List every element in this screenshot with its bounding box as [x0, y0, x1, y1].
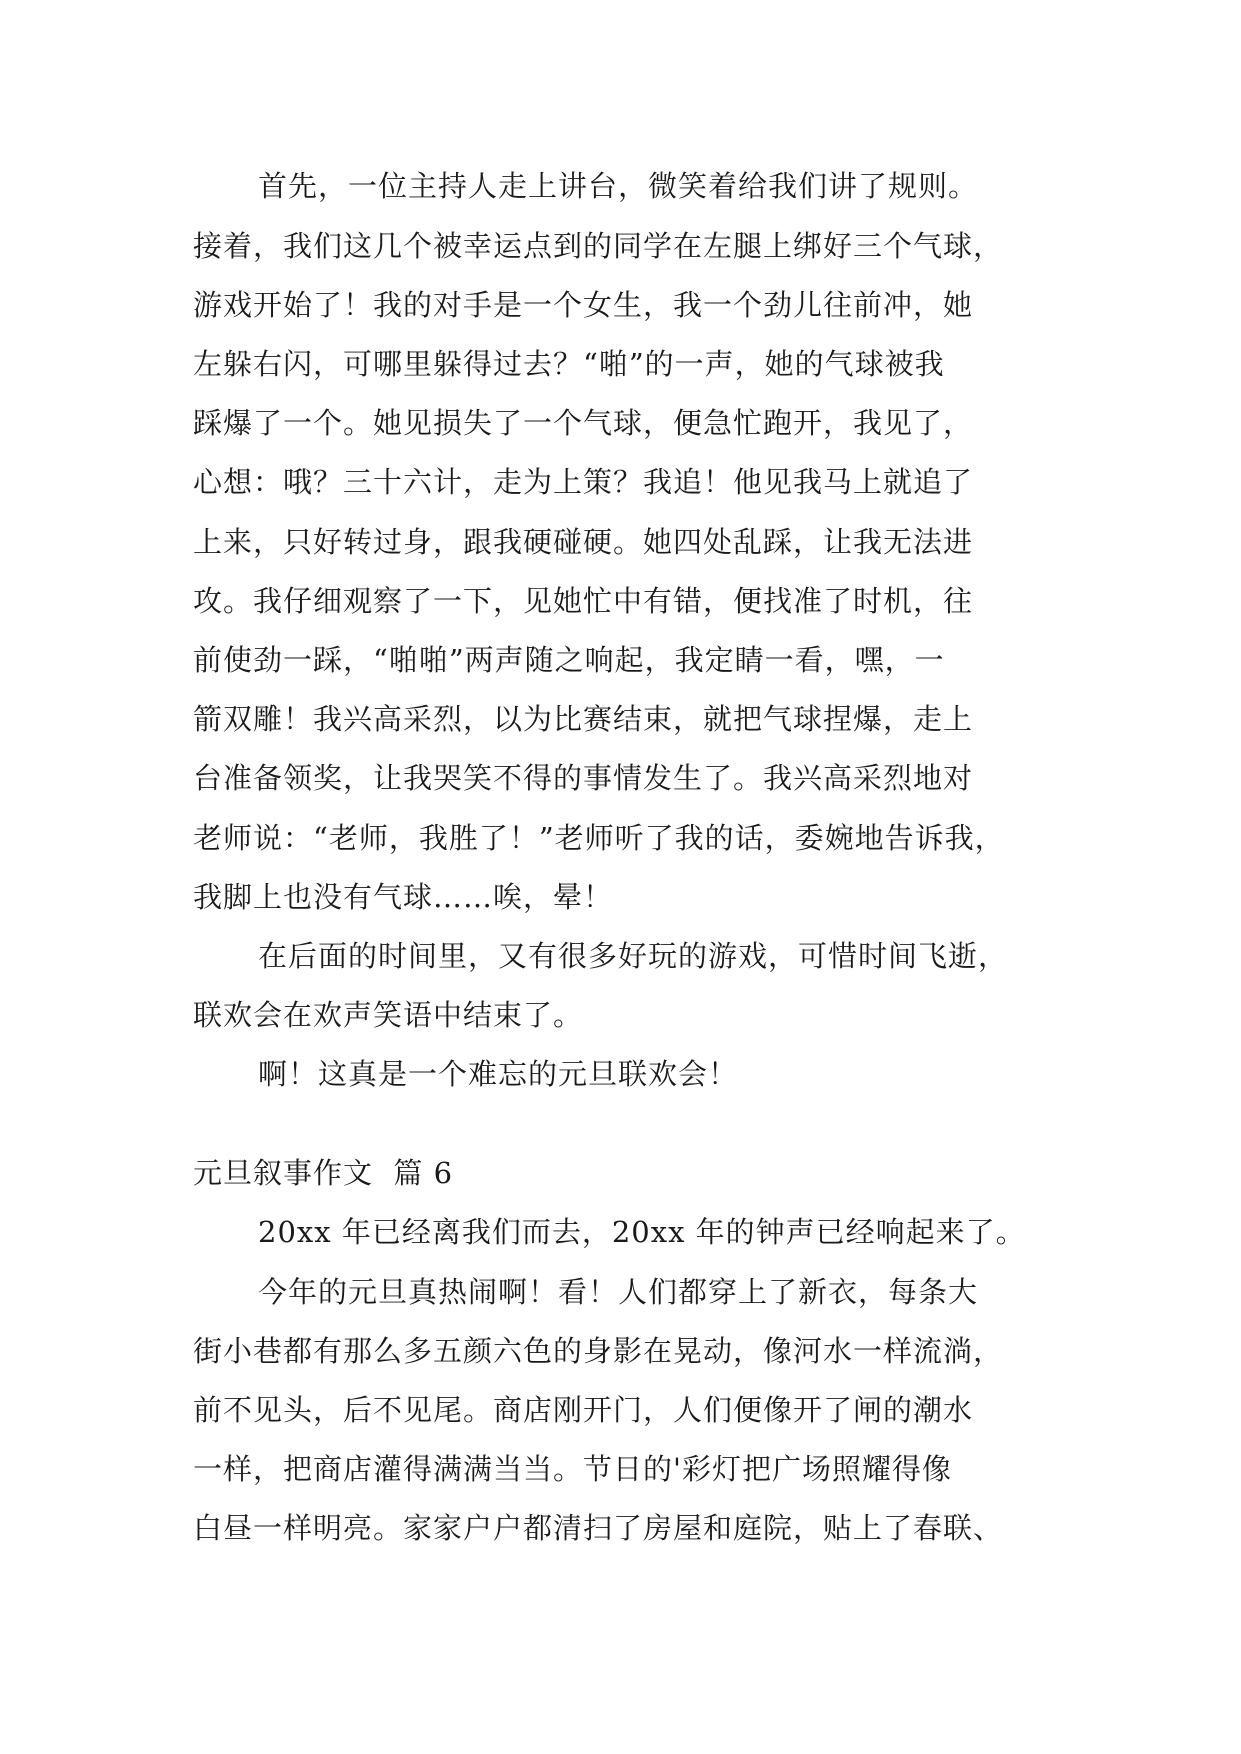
- paragraph-line: 台准备领奖，让我哭笑不得的事情发生了。我兴高采烈地对: [193, 761, 974, 795]
- paragraph-line: 首先，一位主持人走上讲台，微笑着给我们讲了规则。: [258, 169, 979, 203]
- paragraph-line: 踩爆了一个。她见损失了一个气球，便急忙跑开，我见了，: [193, 406, 974, 440]
- paragraph-line: 箭双雕！我兴高采烈，以为比赛结束，就把气球捏爆，走上: [193, 702, 974, 736]
- paragraph-line: 联欢会在欢声笑语中结束了。: [193, 998, 584, 1032]
- section-heading: 元旦叙事作文 篇 6: [193, 1156, 454, 1190]
- paragraph-line: 上来，只好转过身，跟我硬碰硬。她四处乱踩，让我无法进: [193, 525, 974, 559]
- paragraph-line: 啊！这真是一个难忘的元旦联欢会！: [258, 1057, 739, 1091]
- paragraph-line: 前不见头，后不见尾。商店刚开门，人们便像开了闸的潮水: [193, 1393, 974, 1427]
- paragraph-line: 攻。我仔细观察了一下，见她忙中有错，便找准了时机，往: [193, 584, 974, 618]
- paragraph-line: 前使劲一踩，“啪啪”两声随之响起，我定睛一看，嘿，一: [193, 643, 945, 677]
- paragraph-line: 接着，我们这几个被幸运点到的同学在左腿上绑好三个气球，: [193, 229, 1004, 263]
- paragraph-line: 左躲右闪，可哪里躲得过去？“啪”的一声，她的气球被我: [193, 347, 945, 381]
- paragraph-line: 今年的元旦真热闹啊！看！人们都穿上了新衣，每条大: [258, 1275, 979, 1309]
- paragraph-line: 我脚上也没有气球……唉，晕！: [193, 880, 614, 914]
- paragraph-line: 20xx 年已经离我们而去，20xx 年的钟声已经响起来了。: [258, 1215, 1026, 1249]
- paragraph-line: 游戏开始了！我的对手是一个女生，我一个劲儿往前冲，她: [193, 288, 974, 322]
- paragraph-line: 街小巷都有那么多五颜六色的身影在晃动，像河水一样流淌，: [193, 1334, 1004, 1368]
- paragraph-line: 老师说：“老师，我胜了！”老师听了我的话，委婉地告诉我，: [193, 821, 1005, 855]
- paragraph-line: 在后面的时间里，又有很多好玩的游戏，可惜时间飞逝，: [258, 939, 1009, 973]
- paragraph-line: 心想：哦？三十六计，走为上策？我追！他见我马上就追了: [193, 465, 974, 499]
- paragraph-line: 一样，把商店灌得满满当当。节日的'彩灯把广场照耀得像: [193, 1452, 952, 1486]
- paragraph-line: 白昼一样明亮。家家户户都清扫了房屋和庭院，贴上了春联、: [193, 1511, 1004, 1545]
